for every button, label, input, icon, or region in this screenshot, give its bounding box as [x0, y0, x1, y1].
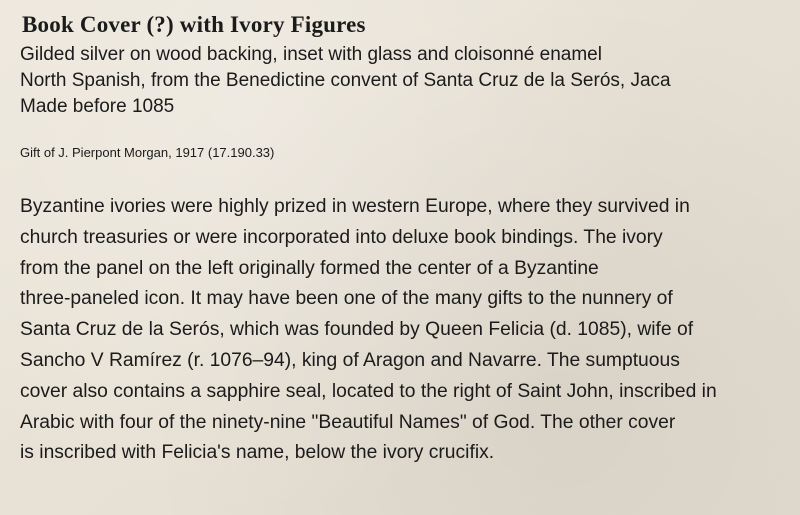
description-line: three-paneled icon. It may have been one of the many gifts to the nunnery of: [20, 288, 673, 310]
description-line: is inscribed with Felicia's name, below the ivory crucifix.: [20, 442, 495, 464]
date-line: Made before 1085: [20, 96, 175, 117]
description-line: Byzantine ivories were highly prized in western Europe, where they survived in: [20, 196, 690, 217]
description-line: Santa Cruz de la Serós, which was founded by Queen Felicia (d. 1085), wife of: [20, 319, 694, 341]
origin-line: North Spanish, from the Benedictine convent of Santa Cruz de la Serós, Jaca: [20, 70, 671, 91]
credit-line: Gift of J. Pierpont Morgan, 1917 (17.190.33): [20, 145, 275, 160]
description-block: [20, 192, 790, 469]
description-line: church treasuries or were incorporated into deluxe book bindings. The ivory: [20, 226, 663, 248]
materials-line: Gilded silver on wood backing, inset with glass and cloisonné enamel: [20, 44, 602, 65]
object-metadata: [20, 42, 671, 120]
description-line: Arabic with four of the ninety-nine "Beautiful Names" of God. The other cover: [20, 411, 676, 433]
description-line: cover also contains a sapphire seal, located to the right of Saint John, inscribed in: [20, 380, 717, 402]
description-line: Sancho V Ramírez (r. 1076–94), king of Aragon and Navarre. The sumptuous: [20, 349, 680, 371]
description-line: from the panel on the left originally formed the center of a Byzantine: [20, 257, 599, 279]
object-title: Book Cover (?) with Ivory Figures: [22, 12, 366, 37]
